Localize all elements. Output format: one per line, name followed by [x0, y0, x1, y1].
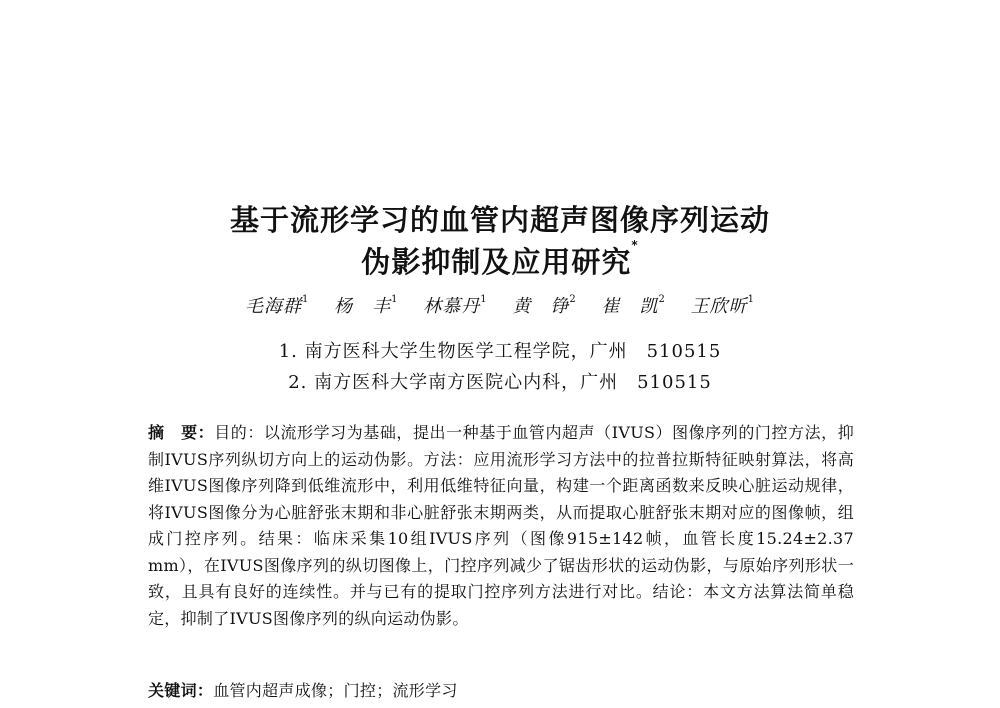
author-name: 崔 凯 — [601, 296, 659, 317]
author-name: 黄 铮 — [512, 296, 570, 317]
author — [601, 292, 665, 318]
author — [691, 292, 755, 318]
paper-title-line-2 — [0, 240, 1000, 281]
author-affiliation-mark: 1 — [747, 294, 755, 305]
author — [245, 292, 309, 318]
keywords — [148, 678, 854, 701]
abstract-text: 目的：以流形学习为基础，提出一种基于血管内超声（IVUS）图像序列的门控方法，抑制IVUS序列纵切方向上的运动伪影。方法：应用流形学习方法中的拉普拉斯特征映射算法，将高维IVUS图像序列降到低维流形中，利用低维特征向量，构建一个距离函数来反映心脏运动规律，将IVUS图像分为心脏舒张末期和非心脏舒张末期两类，从而提取心脏舒张末期对应的图像帧，组成门控序列。结果：临床采集10组IVUS序列（图像915±142帧，血管长度15.24±2.37 mm），在IVUS图像序列的纵切图像上，门控序列减少了锯齿形状的运动伪影，与原始序列形状一致，且具有良好的连续性。并与已有的提取门控序列方法进行对比。结论：本文方法算法简单稳定，抑制了IVUS图像序列的纵向运动伪影。 — [148, 423, 854, 628]
author — [334, 292, 398, 318]
author-affiliation-mark: 1 — [391, 294, 399, 305]
keywords-text: 血管内超声成像；门控；流形学习 — [213, 681, 458, 700]
abstract — [148, 420, 854, 632]
affiliation-1: 1. 南方医科大学生物医学工程学院，广州 510515 — [278, 341, 722, 362]
author-name: 林慕丹 — [423, 296, 481, 317]
author-name: 王欣昕 — [690, 296, 748, 317]
author — [512, 292, 576, 318]
affiliation-2: 2. 南方医科大学南方医院心内科，广州 510515 — [288, 372, 712, 393]
title-footnote-mark: * — [631, 238, 639, 252]
author-affiliation-mark: 1 — [480, 294, 488, 305]
author-name: 杨 丰 — [334, 296, 392, 317]
paper-title-line-2-text: 伪影抑制及应用研究 — [361, 245, 632, 279]
author — [423, 292, 487, 318]
author-affiliation-mark: 1 — [302, 294, 310, 305]
paper-title-line-1: 基于流形学习的血管内超声图像序列运动 — [229, 203, 770, 237]
keywords-label: 关键词： — [148, 681, 214, 700]
author-name: 毛海群 — [245, 296, 303, 317]
author-affiliation-mark: 2 — [569, 294, 577, 305]
author-list — [0, 292, 1000, 318]
abstract-label: 摘 要： — [148, 423, 215, 442]
author-affiliation-mark: 2 — [658, 294, 666, 305]
